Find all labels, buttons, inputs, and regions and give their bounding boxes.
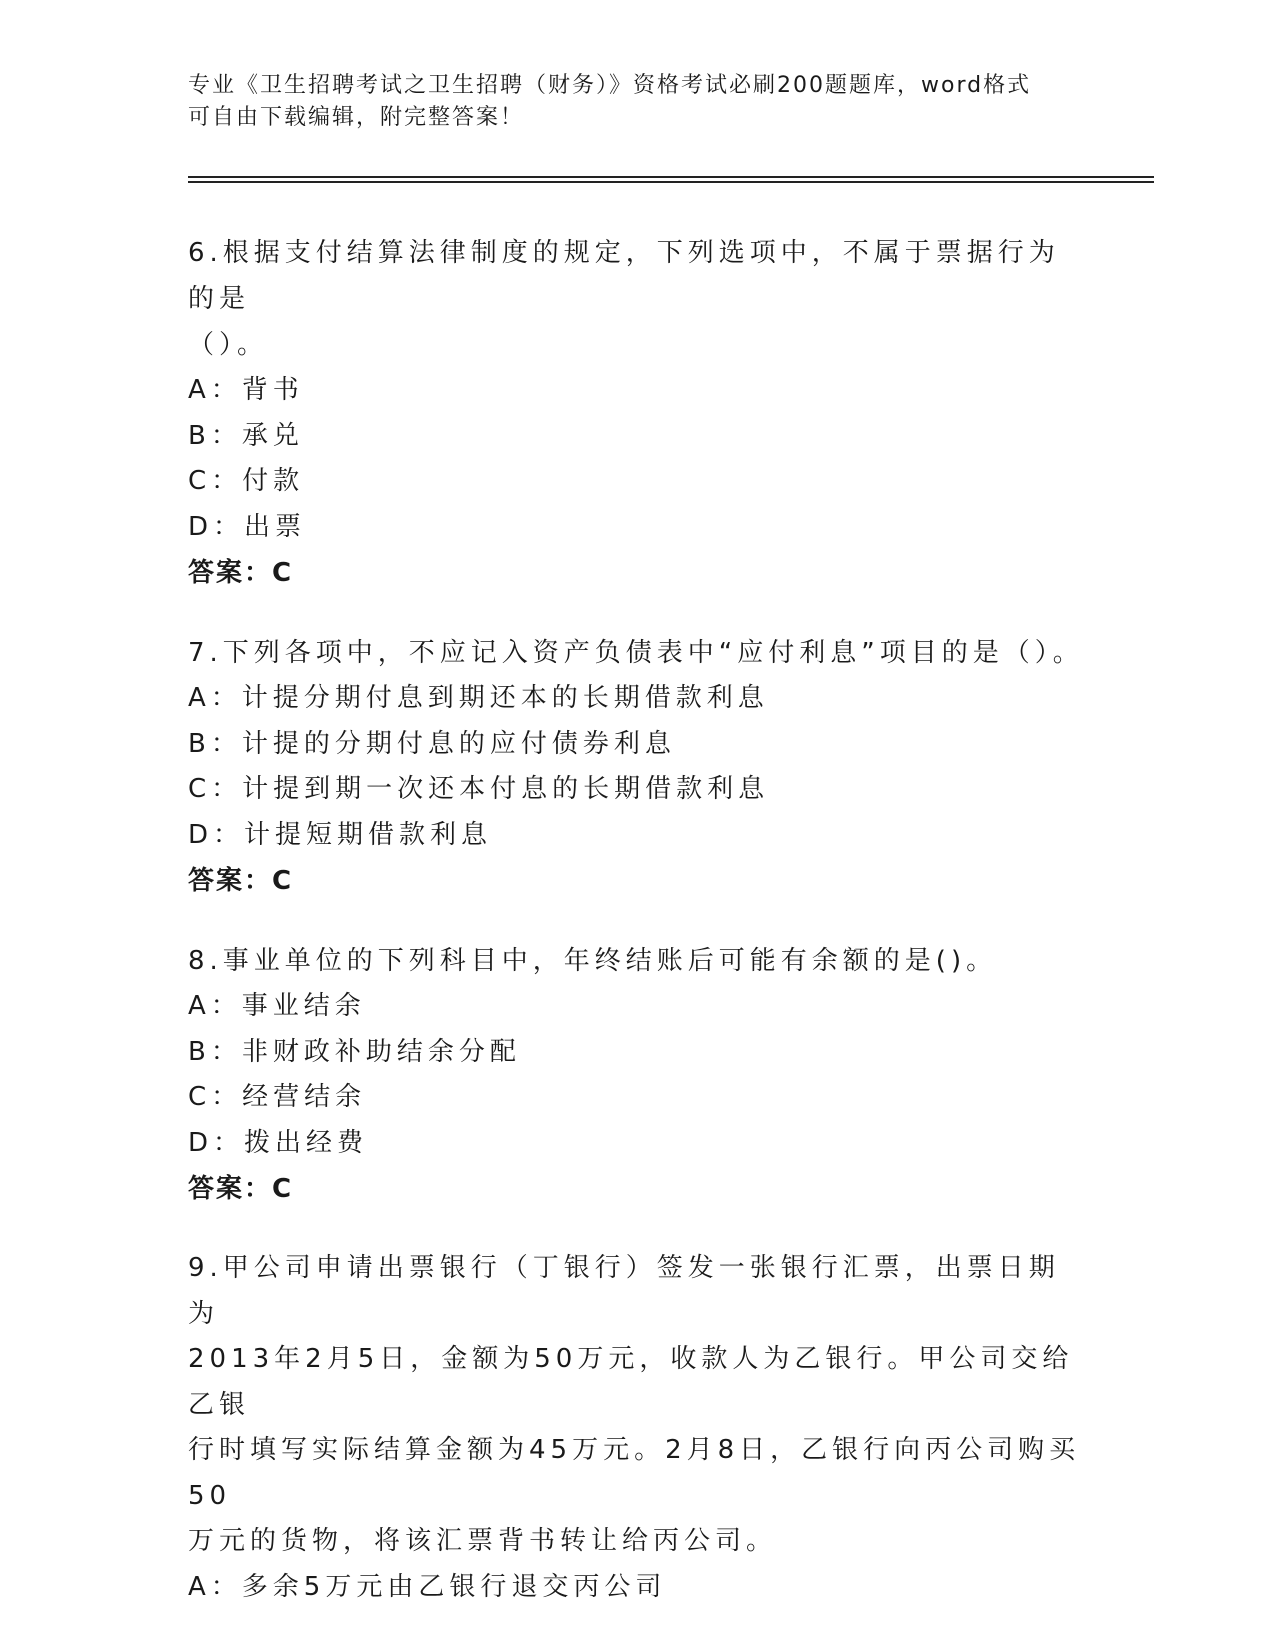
option-d: D：拨出经费 (188, 1127, 369, 1158)
header-line-2: 可自由下载编辑，附完整答案！ (188, 105, 525, 130)
document-header (188, 70, 1088, 134)
question-7 (188, 630, 1088, 904)
header-line-1: 专业《卫生招聘考试之卫生招聘（财务）》资格考试必刷200题题库，word格式 (188, 73, 1032, 98)
question-stem-continued: （）。 (188, 330, 269, 360)
question-9 (188, 1246, 1088, 1610)
header-divider-top (188, 176, 1154, 178)
option-d: D：计提短期借款利息 (188, 819, 493, 850)
option-c: C：经营结余 (188, 1082, 367, 1112)
header-divider-bottom (188, 181, 1154, 183)
question-stem-continued: 万元的货物，将该汇票背书转让给丙公司。 (188, 1526, 778, 1556)
question-list (188, 230, 1088, 1644)
answer-line: 答案：C (188, 558, 294, 588)
question-stem: 8.事业单位的下列科目中，年终结账后可能有余额的是()。 (188, 946, 998, 976)
option-c: C：付款 (188, 466, 305, 496)
answer-line: 答案：C (188, 866, 294, 896)
option-b: B：承兑 (188, 420, 304, 451)
answer-line: 答案：C (188, 1174, 294, 1204)
option-a: A：计提分期付息到期还本的长期借款利息 (188, 683, 769, 713)
option-b: B：非财政补助结余分配 (188, 1036, 521, 1067)
question-stem: 6.根据支付结算法律制度的规定，下列选项中，不属于票据行为的是 (188, 238, 1060, 314)
option-a: A：事业结余 (188, 991, 366, 1021)
option-d: D：出票 (188, 511, 307, 542)
option-c: C：计提到期一次还本付息的长期借款利息 (188, 774, 770, 804)
question-stem: 7.下列各项中，不应记入资产负债表中“应付利息”项目的是（）。 (188, 638, 1084, 668)
question-stem-continued: 行时填写实际结算金额为45万元。2月8日，乙银行向丙公司购买50 (188, 1435, 1081, 1511)
option-a: A：背书 (188, 375, 304, 405)
question-stem-continued: 2013年2月5日，金额为50万元，收款人为乙银行。甲公司交给乙银 (188, 1344, 1074, 1420)
option-a: A：多余5万元由乙银行退交丙公司 (188, 1571, 667, 1602)
option-b: B：计提的分期付息的应付债券利息 (188, 728, 676, 759)
question-stem: 9.甲公司申请出票银行（丁银行）签发一张银行汇票，出票日期为 (188, 1253, 1060, 1329)
question-8 (188, 938, 1088, 1212)
question-6 (188, 230, 1088, 596)
